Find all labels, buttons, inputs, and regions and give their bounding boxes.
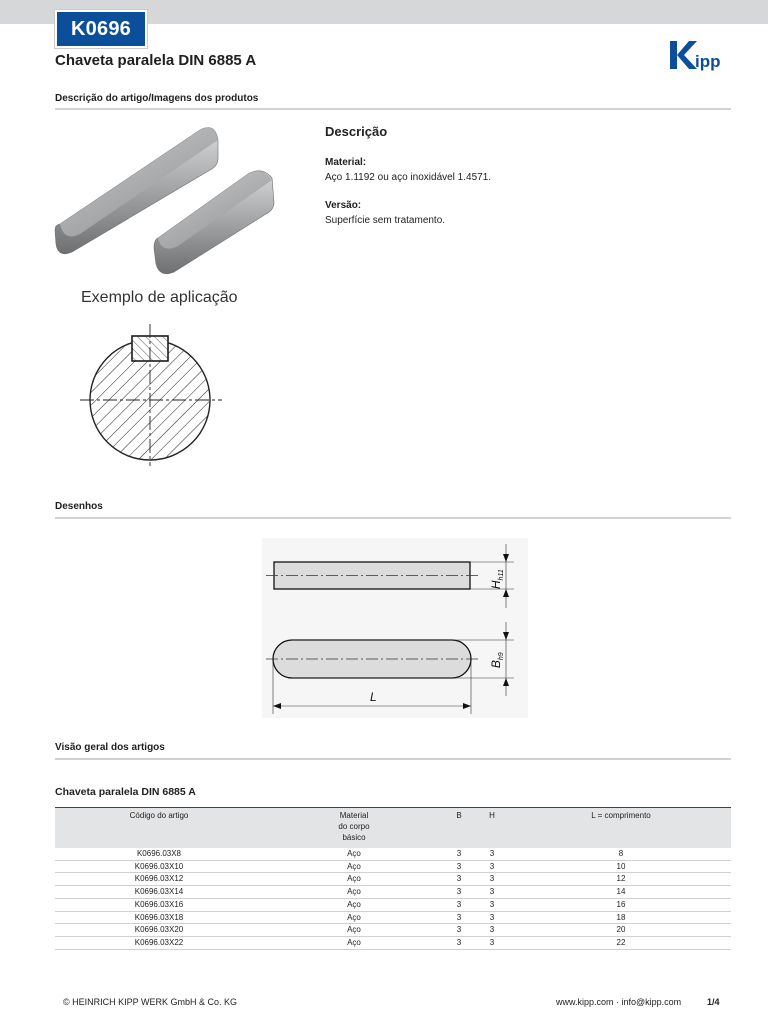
table-row	[55, 924, 731, 937]
kipp-logo	[670, 38, 732, 74]
table-row	[55, 873, 731, 886]
cell-code: K0696.03X18	[55, 911, 263, 924]
cell-h: 3	[473, 860, 511, 873]
table-row	[55, 898, 731, 911]
material-text: Aço 1.1192 ou aço inoxidável 1.4571.	[325, 172, 492, 183]
cell-length: 10	[511, 860, 731, 873]
cell-b: 3	[445, 898, 473, 911]
application-example-drawing	[76, 318, 226, 468]
version-text: Superfície sem tratamento.	[325, 215, 446, 226]
cell-h: 3	[473, 936, 511, 949]
cell-b: 3	[445, 911, 473, 924]
cell-h: 3	[473, 886, 511, 899]
table-title: Chaveta paralela DIN 6885 A	[55, 786, 196, 798]
cell-material: Aço	[263, 873, 445, 886]
height-dimension-label: $H_{h11}$	[488, 569, 506, 590]
section-heading-overview: Visão geral dos artigos	[55, 742, 165, 753]
length-dimension-label: L	[370, 690, 377, 704]
table-row	[55, 860, 731, 873]
cell-length: 8	[511, 848, 731, 860]
cell-material: Aço	[263, 886, 445, 899]
application-example-title: Exemplo de aplicação	[81, 289, 238, 306]
article-table	[55, 807, 731, 950]
footer-copyright: © HEINRICH KIPP WERK GmbH & Co. KG	[63, 997, 237, 1007]
table-header-row	[55, 808, 731, 849]
cell-length: 18	[511, 911, 731, 924]
cell-code: K0696.03X20	[55, 924, 263, 937]
cell-material: Aço	[263, 924, 445, 937]
cell-b: 3	[445, 848, 473, 860]
svg-text:ipp: ipp	[695, 52, 721, 71]
cell-length: 20	[511, 924, 731, 937]
footer-page-number: 1/4	[707, 997, 720, 1007]
col-header-b: B	[456, 811, 462, 820]
col-header-h: H	[489, 811, 495, 820]
table-row	[55, 936, 731, 949]
width-dimension-label: $B_{h9}$	[488, 652, 506, 669]
section-rule	[55, 758, 731, 760]
cell-code: K0696.03X22	[55, 936, 263, 949]
cell-h: 3	[473, 873, 511, 886]
cell-material: Aço	[263, 860, 445, 873]
cell-code: K0696.03X16	[55, 898, 263, 911]
cell-h: 3	[473, 848, 511, 860]
cell-material: Aço	[263, 898, 445, 911]
cell-material: Aço	[263, 936, 445, 949]
cell-b: 3	[445, 936, 473, 949]
col-header-material: Material do corpo básico	[338, 811, 370, 842]
table-row	[55, 886, 731, 899]
cell-b: 3	[445, 886, 473, 899]
product-code-badge: K0696	[55, 10, 147, 48]
cell-length: 16	[511, 898, 731, 911]
cell-b: 3	[445, 924, 473, 937]
version-label: Versão:	[325, 200, 362, 211]
col-header-length: L = comprimento	[591, 811, 651, 820]
col-header-code: Código do artigo	[129, 811, 189, 820]
cell-b: 3	[445, 860, 473, 873]
table-row	[55, 911, 731, 924]
cell-length: 14	[511, 886, 731, 899]
cell-h: 3	[473, 924, 511, 937]
section-heading-description: Descrição do artigo/Imagens dos produtos	[55, 93, 259, 104]
material-label: Material:	[325, 157, 367, 168]
product-image-keys	[50, 122, 280, 277]
cell-code: K0696.03X8	[55, 848, 263, 860]
table-row	[55, 848, 731, 860]
cell-code: K0696.03X14	[55, 886, 263, 899]
section-rule	[55, 517, 731, 519]
section-heading-drawings: Desenhos	[55, 501, 103, 512]
cell-length: 22	[511, 936, 731, 949]
cell-length: 12	[511, 873, 731, 886]
cell-h: 3	[473, 911, 511, 924]
cell-material: Aço	[263, 848, 445, 860]
cell-code: K0696.03X12	[55, 873, 263, 886]
cell-material: Aço	[263, 911, 445, 924]
cell-b: 3	[445, 873, 473, 886]
page-title: Chaveta paralela DIN 6885 A	[55, 52, 257, 69]
description-title: Descrição	[325, 124, 388, 139]
section-rule	[55, 108, 731, 110]
cell-code: K0696.03X10	[55, 860, 263, 873]
footer-contact: www.kipp.com · info@kipp.com	[556, 997, 682, 1007]
cell-h: 3	[473, 898, 511, 911]
